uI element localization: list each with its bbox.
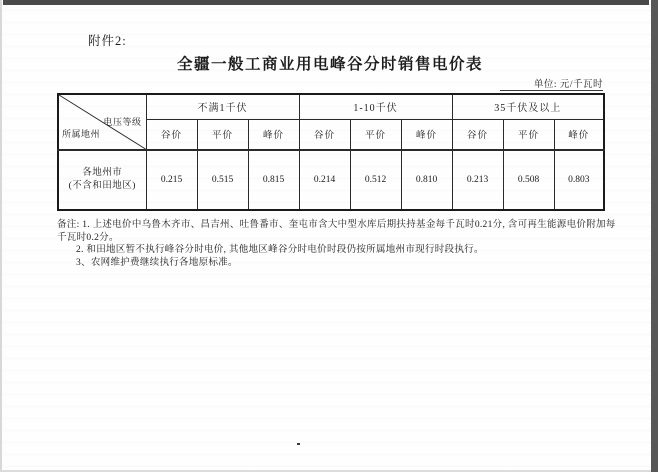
price-type-header: 谷价: [146, 119, 197, 150]
scan-speck: [297, 443, 300, 445]
price-cell: 0.508: [503, 150, 554, 210]
price-cell: 0.815: [248, 150, 299, 210]
price-cell: 0.213: [452, 150, 503, 210]
price-type-header: 峰价: [248, 119, 299, 150]
price-type-header: 平价: [350, 119, 401, 150]
price-type-header: 平价: [503, 119, 554, 150]
document-title: 全疆一般工商业用电峰谷分时销售电价表: [176, 56, 483, 73]
corner-cell: [58, 94, 146, 150]
price-type-header: 峰价: [554, 119, 604, 150]
unit-label: 单位: 元/千瓦时: [500, 76, 603, 91]
voltage-group-header-1-10kv: 1-10千伏: [299, 94, 452, 119]
voltage-group-header-lt1kv: 不满1千伏: [146, 94, 299, 119]
attachment-label: 附件2:: [88, 34, 127, 48]
scan-edge-top: [3, 0, 649, 5]
note-1: 备注: 1. 上述电价中乌鲁木齐市、昌吉州、吐鲁番市、奎屯市含大中型水库后期扶持基金每千瓦时0.21分, 含可再生能源电价附加每千瓦时0.2分。: [57, 220, 616, 243]
price-cell: 0.810: [401, 150, 452, 210]
region-cell: [58, 150, 146, 210]
scan-edge-left: [0, 0, 2, 472]
corner-label-region: 所属地州: [62, 129, 101, 139]
region-qualifier: (不含和田地区): [68, 181, 136, 191]
price-type-header: 平价: [197, 119, 248, 150]
price-type-header: 谷价: [452, 119, 503, 150]
price-cell: 0.214: [299, 150, 350, 210]
scan-edge-right: [651, 0, 658, 472]
notes-section: [57, 219, 621, 269]
voltage-group-header-35kv: 35千伏及以上: [452, 94, 604, 119]
price-cell: 0.515: [197, 150, 248, 210]
price-table: [57, 93, 605, 211]
note-3: 3、农网维护费继续执行各地原标准。: [76, 257, 238, 268]
corner-label-voltage: 电压等级: [103, 117, 142, 127]
price-type-header: 峰价: [401, 119, 452, 150]
region-name: 各地州市: [82, 168, 123, 178]
price-cell: 0.215: [146, 150, 197, 210]
price-cell: 0.803: [554, 150, 604, 210]
table-row: [58, 150, 604, 210]
price-cell: 0.512: [350, 150, 401, 210]
price-type-header: 谷价: [299, 119, 350, 150]
note-2: 2. 和田地区暂不执行峰谷分时电价, 其他地区峰谷分时电价时段仍按所属地州市现行时段执行。: [76, 245, 484, 256]
